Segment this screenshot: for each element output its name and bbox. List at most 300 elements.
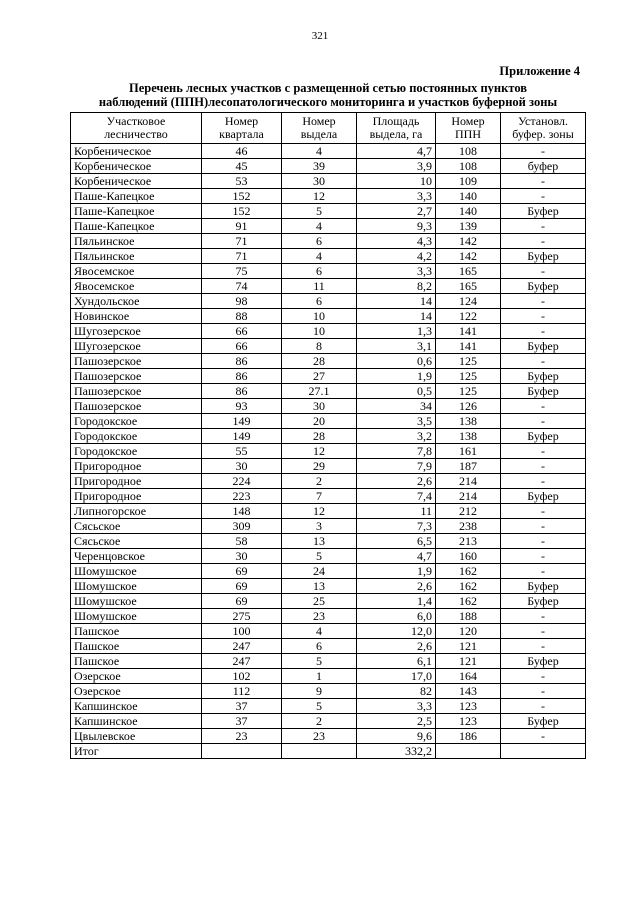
- cell-quarter: 55: [202, 444, 282, 459]
- cell-quarter: 149: [202, 414, 282, 429]
- table-row: [71, 369, 586, 384]
- cell-forestry: Шомушское: [71, 564, 202, 579]
- table-row: [71, 579, 586, 594]
- cell-quarter: 247: [202, 654, 282, 669]
- cell-allotment: 20: [282, 414, 357, 429]
- cell-area: 17,0: [357, 669, 436, 684]
- cell-ppn: 188: [436, 609, 501, 624]
- table-row: [71, 174, 586, 189]
- table-header-row: [71, 113, 586, 144]
- table-row: [71, 729, 586, 744]
- cell-ppn: 238: [436, 519, 501, 534]
- cell-buffer: Буфер: [501, 369, 586, 384]
- cell-allotment: 5: [282, 654, 357, 669]
- cell-buffer: Буфер: [501, 204, 586, 219]
- cell-forestry: Пашозерское: [71, 384, 202, 399]
- cell-allotment: 1: [282, 669, 357, 684]
- cell-area: 82: [357, 684, 436, 699]
- forest-plots-table: [70, 112, 586, 759]
- cell-buffer: -: [501, 264, 586, 279]
- cell-area: 3,3: [357, 699, 436, 714]
- cell-buffer: -: [501, 609, 586, 624]
- cell-ppn: 187: [436, 459, 501, 474]
- cell-area: 9,3: [357, 219, 436, 234]
- cell-forestry: Корбеническое: [71, 144, 202, 159]
- table-row: [71, 354, 586, 369]
- table-row: [71, 219, 586, 234]
- cell-ppn: 161: [436, 444, 501, 459]
- cell-forestry: Явосемское: [71, 279, 202, 294]
- cell-quarter: 93: [202, 399, 282, 414]
- cell-quarter: 74: [202, 279, 282, 294]
- cell-ppn: 212: [436, 504, 501, 519]
- cell-quarter: 58: [202, 534, 282, 549]
- cell-quarter: 37: [202, 699, 282, 714]
- cell-allotment: 23: [282, 609, 357, 624]
- total-area: 332,2: [357, 744, 436, 759]
- cell-buffer: -: [501, 684, 586, 699]
- cell-area: 12,0: [357, 624, 436, 639]
- cell-area: 3,5: [357, 414, 436, 429]
- cell-quarter: 23: [202, 729, 282, 744]
- table-row: [71, 339, 586, 354]
- cell-area: 34: [357, 399, 436, 414]
- cell-forestry: Пашозерское: [71, 354, 202, 369]
- cell-ppn: 140: [436, 204, 501, 219]
- title-line-2: наблюдений (ППН)лесопатологического мониторинга и участков буферной зоны: [98, 95, 558, 109]
- cell-allotment: 6: [282, 639, 357, 654]
- cell-buffer: Буфер: [501, 489, 586, 504]
- cell-area: 4,7: [357, 549, 436, 564]
- cell-buffer: -: [501, 564, 586, 579]
- cell-area: 2,5: [357, 714, 436, 729]
- cell-buffer: -: [501, 324, 586, 339]
- total-empty-cell: [202, 744, 282, 759]
- cell-ppn: 214: [436, 489, 501, 504]
- table-row: [71, 684, 586, 699]
- cell-area: 2,6: [357, 474, 436, 489]
- cell-buffer: -: [501, 534, 586, 549]
- cell-forestry: Пашское: [71, 654, 202, 669]
- cell-forestry: Пашозерское: [71, 399, 202, 414]
- cell-buffer: -: [501, 354, 586, 369]
- cell-area: 7,4: [357, 489, 436, 504]
- total-empty-cell: [501, 744, 586, 759]
- cell-area: 9,6: [357, 729, 436, 744]
- cell-ppn: 162: [436, 579, 501, 594]
- cell-allotment: 9: [282, 684, 357, 699]
- table-row: [71, 144, 586, 159]
- cell-forestry: Капшинское: [71, 714, 202, 729]
- cell-buffer: Буфер: [501, 654, 586, 669]
- cell-allotment: 25: [282, 594, 357, 609]
- cell-area: 8,2: [357, 279, 436, 294]
- cell-ppn: 123: [436, 699, 501, 714]
- cell-quarter: 37: [202, 714, 282, 729]
- cell-ppn: 162: [436, 594, 501, 609]
- cell-forestry: Шомушское: [71, 579, 202, 594]
- cell-quarter: 71: [202, 234, 282, 249]
- cell-area: 3,3: [357, 264, 436, 279]
- cell-ppn: 125: [436, 354, 501, 369]
- cell-ppn: 120: [436, 624, 501, 639]
- cell-ppn: 141: [436, 324, 501, 339]
- cell-area: 3,3: [357, 189, 436, 204]
- cell-allotment: 28: [282, 354, 357, 369]
- cell-buffer: -: [501, 519, 586, 534]
- document-title: [70, 81, 586, 109]
- title-line-1: Перечень лесных участков с размещенной сетью постоянных пунктов: [128, 81, 528, 95]
- header-quarter: Номер квартала: [202, 113, 282, 144]
- cell-buffer: -: [501, 399, 586, 414]
- cell-ppn: 162: [436, 564, 501, 579]
- cell-allotment: 4: [282, 219, 357, 234]
- cell-area: 3,9: [357, 159, 436, 174]
- cell-buffer: -: [501, 294, 586, 309]
- cell-buffer: Буфер: [501, 279, 586, 294]
- cell-quarter: 223: [202, 489, 282, 504]
- cell-quarter: 309: [202, 519, 282, 534]
- cell-allotment: 13: [282, 534, 357, 549]
- cell-ppn: 138: [436, 414, 501, 429]
- cell-buffer: -: [501, 144, 586, 159]
- table-row: [71, 384, 586, 399]
- cell-allotment: 23: [282, 729, 357, 744]
- cell-allotment: 5: [282, 204, 357, 219]
- cell-quarter: 30: [202, 549, 282, 564]
- cell-quarter: 66: [202, 339, 282, 354]
- cell-quarter: 75: [202, 264, 282, 279]
- table-row: [71, 549, 586, 564]
- table-row: [71, 519, 586, 534]
- cell-forestry: Шугозерское: [71, 339, 202, 354]
- cell-ppn: 141: [436, 339, 501, 354]
- cell-quarter: 148: [202, 504, 282, 519]
- cell-buffer: -: [501, 549, 586, 564]
- cell-buffer: Буфер: [501, 339, 586, 354]
- cell-buffer: -: [501, 639, 586, 654]
- cell-ppn: 165: [436, 279, 501, 294]
- cell-buffer: -: [501, 504, 586, 519]
- cell-quarter: 112: [202, 684, 282, 699]
- cell-ppn: 139: [436, 219, 501, 234]
- cell-quarter: 275: [202, 609, 282, 624]
- table-row: [71, 204, 586, 219]
- cell-buffer: Буфер: [501, 429, 586, 444]
- cell-ppn: 108: [436, 144, 501, 159]
- cell-area: 10: [357, 174, 436, 189]
- cell-buffer: Буфер: [501, 249, 586, 264]
- cell-quarter: 86: [202, 384, 282, 399]
- cell-quarter: 98: [202, 294, 282, 309]
- cell-forestry: Пашозерское: [71, 369, 202, 384]
- cell-forestry: Озерское: [71, 669, 202, 684]
- table-row: [71, 489, 586, 504]
- cell-buffer: -: [501, 669, 586, 684]
- cell-forestry: Цвылевское: [71, 729, 202, 744]
- table-row: [71, 609, 586, 624]
- cell-area: 14: [357, 294, 436, 309]
- cell-buffer: -: [501, 459, 586, 474]
- cell-allotment: 24: [282, 564, 357, 579]
- cell-quarter: 224: [202, 474, 282, 489]
- cell-forestry: Озерское: [71, 684, 202, 699]
- cell-allotment: 30: [282, 399, 357, 414]
- cell-ppn: 125: [436, 369, 501, 384]
- cell-quarter: 66: [202, 324, 282, 339]
- cell-allotment: 2: [282, 714, 357, 729]
- cell-area: 4,7: [357, 144, 436, 159]
- cell-allotment: 28: [282, 429, 357, 444]
- cell-ppn: 122: [436, 309, 501, 324]
- cell-area: 3,1: [357, 339, 436, 354]
- cell-allotment: 39: [282, 159, 357, 174]
- cell-allotment: 27: [282, 369, 357, 384]
- cell-allotment: 30: [282, 174, 357, 189]
- cell-buffer: -: [501, 234, 586, 249]
- table-row: [71, 234, 586, 249]
- table-row: [71, 564, 586, 579]
- cell-area: 2,6: [357, 579, 436, 594]
- cell-ppn: 124: [436, 294, 501, 309]
- cell-forestry: Пригородное: [71, 459, 202, 474]
- table-body: [71, 144, 586, 744]
- table-row: [71, 264, 586, 279]
- cell-allotment: 29: [282, 459, 357, 474]
- cell-quarter: 71: [202, 249, 282, 264]
- cell-quarter: 46: [202, 144, 282, 159]
- cell-allotment: 12: [282, 504, 357, 519]
- cell-quarter: 86: [202, 369, 282, 384]
- cell-allotment: 8: [282, 339, 357, 354]
- cell-buffer: -: [501, 414, 586, 429]
- cell-quarter: 149: [202, 429, 282, 444]
- cell-quarter: 30: [202, 459, 282, 474]
- cell-forestry: Шомушское: [71, 609, 202, 624]
- total-empty-cell: [436, 744, 501, 759]
- cell-forestry: Пяльинское: [71, 234, 202, 249]
- header-ppn: Номер ППН: [436, 113, 501, 144]
- header-forestry: Участковое лесничество: [71, 113, 202, 144]
- cell-buffer: Буфер: [501, 579, 586, 594]
- cell-forestry: Городокское: [71, 429, 202, 444]
- cell-area: 1,4: [357, 594, 436, 609]
- cell-forestry: Корбеническое: [71, 159, 202, 174]
- cell-quarter: 69: [202, 579, 282, 594]
- cell-area: 6,1: [357, 654, 436, 669]
- cell-ppn: 213: [436, 534, 501, 549]
- cell-allotment: 4: [282, 624, 357, 639]
- table-row: [71, 414, 586, 429]
- cell-area: 3,2: [357, 429, 436, 444]
- cell-allotment: 6: [282, 234, 357, 249]
- table-row: [71, 654, 586, 669]
- cell-allotment: 5: [282, 549, 357, 564]
- cell-area: 1,9: [357, 564, 436, 579]
- cell-buffer: Буфер: [501, 384, 586, 399]
- cell-allotment: 12: [282, 444, 357, 459]
- cell-forestry: Хундольское: [71, 294, 202, 309]
- cell-area: 4,3: [357, 234, 436, 249]
- cell-forestry: Пашское: [71, 639, 202, 654]
- cell-forestry: Паше-Капецкое: [71, 189, 202, 204]
- table-row: [71, 504, 586, 519]
- cell-allotment: 5: [282, 699, 357, 714]
- cell-ppn: 214: [436, 474, 501, 489]
- table-row: [71, 474, 586, 489]
- cell-quarter: 45: [202, 159, 282, 174]
- table-row: [71, 459, 586, 474]
- cell-forestry: Корбеническое: [71, 174, 202, 189]
- table-row: [71, 534, 586, 549]
- table-row: [71, 594, 586, 609]
- table-row: [71, 669, 586, 684]
- cell-buffer: буфер: [501, 159, 586, 174]
- header-area: Площадь выдела, га: [357, 113, 436, 144]
- cell-allotment: 7: [282, 489, 357, 504]
- cell-allotment: 2: [282, 474, 357, 489]
- appendix-label: Приложение 4: [499, 64, 580, 78]
- cell-allotment: 11: [282, 279, 357, 294]
- cell-allotment: 10: [282, 309, 357, 324]
- cell-buffer: -: [501, 189, 586, 204]
- cell-area: 6,0: [357, 609, 436, 624]
- cell-forestry: Черенцовское: [71, 549, 202, 564]
- table-row: [71, 249, 586, 264]
- cell-ppn: 123: [436, 714, 501, 729]
- cell-area: 4,2: [357, 249, 436, 264]
- cell-allotment: 12: [282, 189, 357, 204]
- cell-area: 7,8: [357, 444, 436, 459]
- total-empty-cell: [282, 744, 357, 759]
- table-row: [71, 444, 586, 459]
- cell-area: 1,3: [357, 324, 436, 339]
- cell-area: 6,5: [357, 534, 436, 549]
- cell-ppn: 138: [436, 429, 501, 444]
- cell-allotment: 27.1: [282, 384, 357, 399]
- cell-forestry: Липногорское: [71, 504, 202, 519]
- cell-allotment: 10: [282, 324, 357, 339]
- table-row: [71, 699, 586, 714]
- table-row: [71, 624, 586, 639]
- cell-ppn: 108: [436, 159, 501, 174]
- cell-forestry: Пригородное: [71, 474, 202, 489]
- table-row: [71, 324, 586, 339]
- table-row: [71, 189, 586, 204]
- header-buffer: Установл. буфер. зоны: [501, 113, 586, 144]
- cell-quarter: 86: [202, 354, 282, 369]
- cell-quarter: 69: [202, 564, 282, 579]
- table-row: [71, 429, 586, 444]
- cell-quarter: 88: [202, 309, 282, 324]
- cell-forestry: Шомушское: [71, 594, 202, 609]
- cell-ppn: 125: [436, 384, 501, 399]
- cell-ppn: 121: [436, 639, 501, 654]
- cell-ppn: 126: [436, 399, 501, 414]
- cell-ppn: 186: [436, 729, 501, 744]
- cell-forestry: Шугозерское: [71, 324, 202, 339]
- cell-forestry: Городокское: [71, 444, 202, 459]
- cell-quarter: 91: [202, 219, 282, 234]
- cell-ppn: 121: [436, 654, 501, 669]
- cell-allotment: 6: [282, 294, 357, 309]
- cell-forestry: Сясьское: [71, 534, 202, 549]
- cell-allotment: 3: [282, 519, 357, 534]
- cell-buffer: -: [501, 219, 586, 234]
- table-row: [71, 294, 586, 309]
- cell-area: 2,7: [357, 204, 436, 219]
- cell-forestry: Пашское: [71, 624, 202, 639]
- cell-quarter: 53: [202, 174, 282, 189]
- cell-forestry: Явосемское: [71, 264, 202, 279]
- cell-ppn: 160: [436, 549, 501, 564]
- table-row: [71, 399, 586, 414]
- header-allotment: Номер выдела: [282, 113, 357, 144]
- cell-ppn: 109: [436, 174, 501, 189]
- cell-buffer: -: [501, 699, 586, 714]
- cell-forestry: Пригородное: [71, 489, 202, 504]
- cell-buffer: -: [501, 174, 586, 189]
- table-row: [71, 309, 586, 324]
- cell-ppn: 142: [436, 234, 501, 249]
- cell-allotment: 4: [282, 144, 357, 159]
- cell-ppn: 142: [436, 249, 501, 264]
- cell-area: 11: [357, 504, 436, 519]
- cell-area: 1,9: [357, 369, 436, 384]
- cell-quarter: 247: [202, 639, 282, 654]
- cell-buffer: -: [501, 309, 586, 324]
- cell-buffer: Буфер: [501, 594, 586, 609]
- cell-area: 0,5: [357, 384, 436, 399]
- table-row: [71, 639, 586, 654]
- cell-forestry: Пяльинское: [71, 249, 202, 264]
- cell-forestry: Паше-Капецкое: [71, 219, 202, 234]
- cell-ppn: 165: [436, 264, 501, 279]
- total-row: [71, 744, 586, 759]
- cell-area: 0,6: [357, 354, 436, 369]
- cell-area: 14: [357, 309, 436, 324]
- table-row: [71, 159, 586, 174]
- cell-buffer: -: [501, 444, 586, 459]
- cell-ppn: 164: [436, 669, 501, 684]
- cell-buffer: -: [501, 729, 586, 744]
- cell-forestry: Новинское: [71, 309, 202, 324]
- cell-quarter: 102: [202, 669, 282, 684]
- cell-ppn: 140: [436, 189, 501, 204]
- cell-quarter: 100: [202, 624, 282, 639]
- cell-buffer: Буфер: [501, 714, 586, 729]
- table-row: [71, 279, 586, 294]
- cell-area: 7,3: [357, 519, 436, 534]
- cell-forestry: Капшинское: [71, 699, 202, 714]
- cell-area: 7,9: [357, 459, 436, 474]
- total-label: Итог: [71, 744, 202, 759]
- cell-ppn: 143: [436, 684, 501, 699]
- cell-quarter: 152: [202, 189, 282, 204]
- cell-forestry: Сясьское: [71, 519, 202, 534]
- cell-forestry: Паше-Капецкое: [71, 204, 202, 219]
- cell-quarter: 69: [202, 594, 282, 609]
- cell-allotment: 4: [282, 249, 357, 264]
- cell-allotment: 6: [282, 264, 357, 279]
- page-number: 321: [311, 30, 329, 42]
- cell-forestry: Городокское: [71, 414, 202, 429]
- cell-allotment: 13: [282, 579, 357, 594]
- cell-buffer: -: [501, 624, 586, 639]
- cell-area: 2,6: [357, 639, 436, 654]
- table-row: [71, 714, 586, 729]
- cell-buffer: -: [501, 474, 586, 489]
